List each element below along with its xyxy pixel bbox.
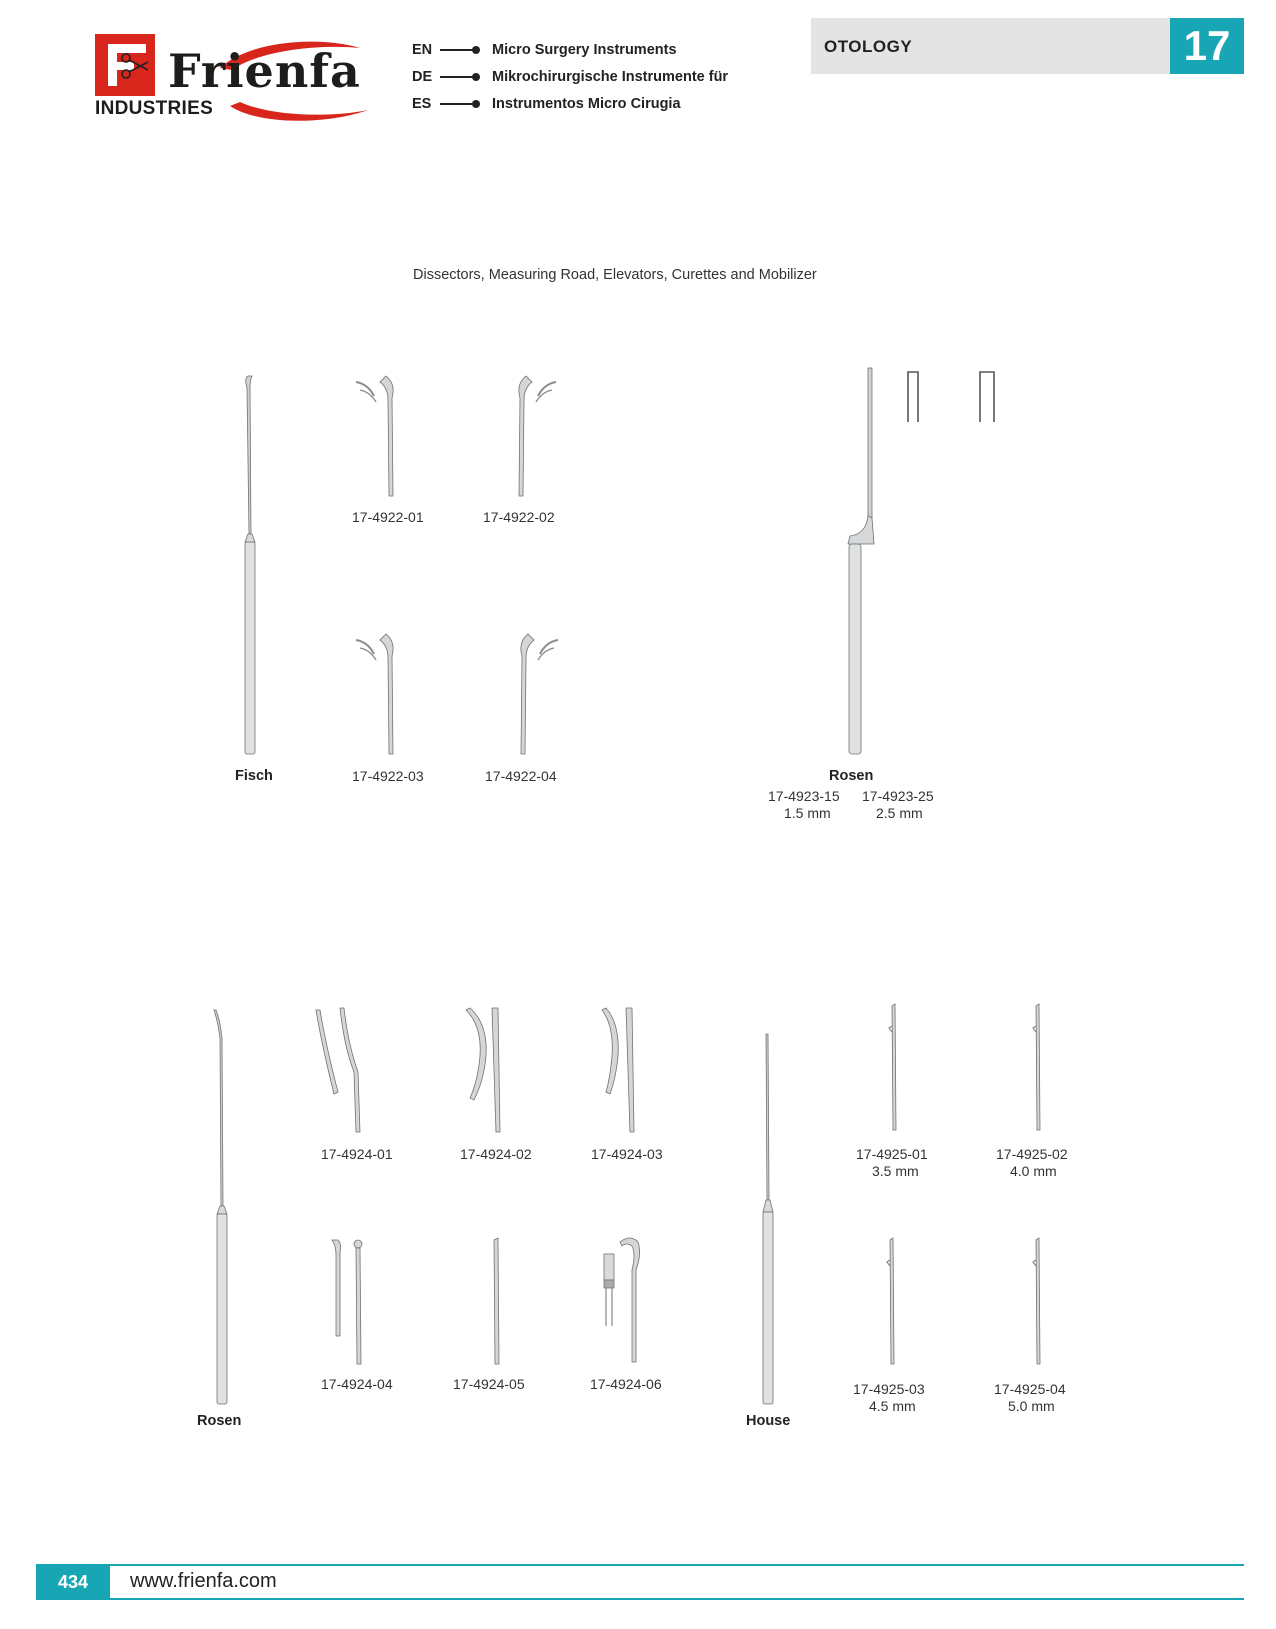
language-code: EN xyxy=(412,42,433,58)
language-text: Mikrochirurgische Instrumente für xyxy=(492,69,729,85)
item-code: 17-4924-06 xyxy=(590,1376,662,1392)
group-name-house: House xyxy=(746,1413,791,1429)
section-title: OTOLOGY xyxy=(824,37,913,56)
item-code: 17-4922-04 xyxy=(485,768,557,784)
house-tip-01-icon xyxy=(884,1002,904,1132)
item-code: 17-4923-15 xyxy=(768,788,840,804)
scissors-logo-icon xyxy=(104,40,150,90)
item-code: 17-4923-25 xyxy=(862,788,934,804)
item-size: 2.5 mm xyxy=(876,805,923,821)
item-code: 17-4925-03 xyxy=(853,1381,925,1397)
bullet-connector-icon xyxy=(440,49,476,51)
item-code: 17-4924-02 xyxy=(460,1146,532,1162)
rosen-tip-2-5mm-icon xyxy=(976,368,1000,424)
group-name-rosen: Rosen xyxy=(197,1413,242,1429)
page-subtitle: Dissectors, Measuring Road, Elevators, Curettes and Mobilizer xyxy=(413,267,817,283)
rosen-tip-1-5mm-icon xyxy=(904,368,924,424)
fisch-instrument-icon xyxy=(238,374,262,758)
rosen-tip-01-icon xyxy=(312,1006,372,1134)
rosen-elevator-icon xyxy=(208,1008,232,1408)
language-code: ES xyxy=(412,96,432,112)
item-code: 17-4924-05 xyxy=(453,1376,525,1392)
brand-subtitle: INDUSTRIES xyxy=(95,98,214,119)
item-code: 17-4925-01 xyxy=(856,1146,928,1162)
fisch-tip-02-icon xyxy=(510,372,560,498)
rosen-measuring-rod-icon xyxy=(840,366,880,758)
bullet-connector-icon xyxy=(440,103,476,105)
item-size: 4.5 mm xyxy=(869,1398,916,1414)
language-text: Instrumentos Micro Cirugia xyxy=(492,96,681,112)
language-text: Micro Surgery Instruments xyxy=(492,42,677,58)
rosen-tip-05-icon xyxy=(486,1236,506,1366)
rosen-tip-03-icon xyxy=(598,1006,648,1134)
house-tip-03-icon xyxy=(882,1236,902,1366)
fisch-tip-03-icon xyxy=(352,630,402,756)
language-row-en xyxy=(412,40,677,60)
item-code: 17-4924-04 xyxy=(321,1376,393,1392)
item-size: 4.0 mm xyxy=(1010,1163,1057,1179)
item-code: 17-4925-02 xyxy=(996,1146,1068,1162)
item-code: 17-4924-01 xyxy=(321,1146,393,1162)
item-code: 17-4925-04 xyxy=(994,1381,1066,1397)
house-curette-icon xyxy=(756,1032,780,1408)
house-tip-04-icon xyxy=(1028,1236,1048,1366)
item-code: 17-4922-03 xyxy=(352,768,424,784)
item-code: 17-4922-01 xyxy=(352,509,424,525)
rosen-tip-02-icon xyxy=(462,1006,512,1134)
language-row-de xyxy=(412,67,728,87)
item-code: 17-4924-03 xyxy=(591,1146,663,1162)
fisch-tip-01-icon xyxy=(352,372,402,498)
brand-name: Frienfa xyxy=(168,44,361,98)
rosen-tip-06-icon xyxy=(600,1234,650,1366)
house-tip-02-icon xyxy=(1028,1002,1048,1132)
item-size: 3.5 mm xyxy=(872,1163,919,1179)
item-size: 1.5 mm xyxy=(784,805,831,821)
item-code: 17-4922-02 xyxy=(483,509,555,525)
fisch-tip-04-icon xyxy=(512,630,562,756)
section-number: 17 xyxy=(1183,22,1231,69)
group-name-rosen: Rosen xyxy=(829,768,874,784)
language-row-es xyxy=(412,94,681,114)
footer-rule-bottom xyxy=(36,1598,1244,1600)
footer-rule-top xyxy=(36,1564,1244,1566)
bullet-connector-icon xyxy=(440,76,476,78)
group-name-fisch: Fisch xyxy=(235,768,273,784)
rosen-tip-04-icon xyxy=(328,1236,368,1366)
page-number: 434 xyxy=(57,1572,89,1592)
item-size: 5.0 mm xyxy=(1008,1398,1055,1414)
website-link[interactable]: www.frienfa.com xyxy=(130,1570,277,1592)
language-code: DE xyxy=(412,69,433,85)
